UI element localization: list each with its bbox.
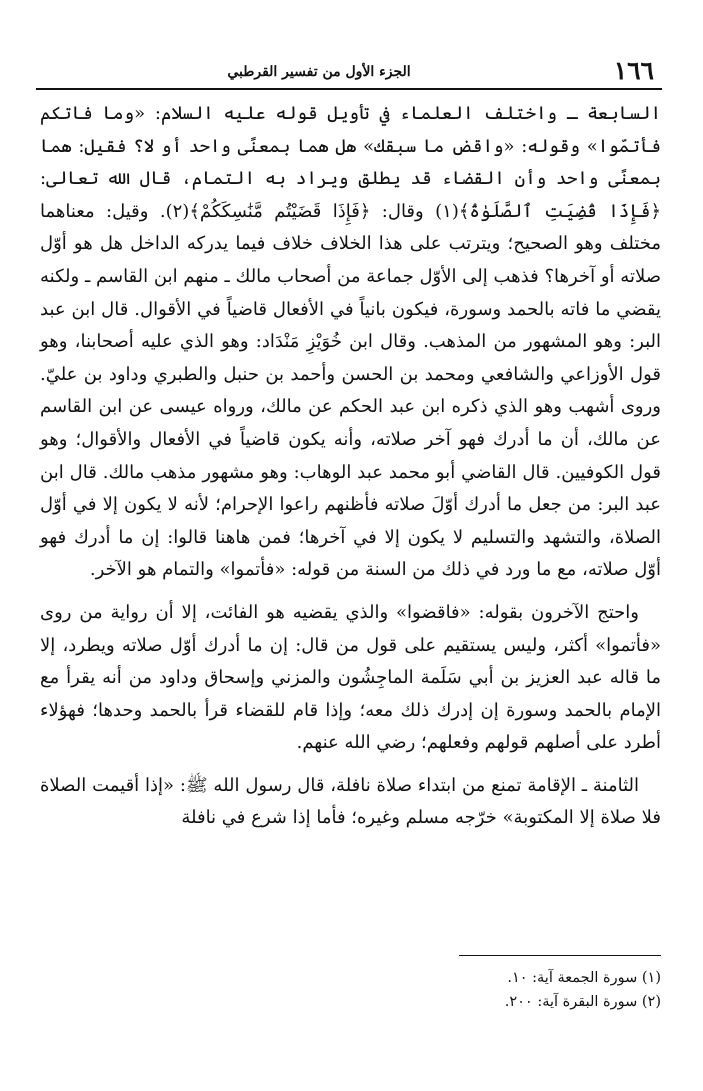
paragraph-eighth: الثامنة ـ الإقامة تمنع من ابتداء صلاة نافلة، قال رسول الله ﷺ: «إذا أقيمت الصلاة فلا صلاة إلا المكتوبة» خرّجه مسلم وغيره؛ فأما إذا شرع في نافلة: [40, 774, 661, 829]
paragraph-seventh: السابعة ـ واختلف العلماء في تأويل قوله عليه السلام: «وما فاتكم فأتمّوا» وقوله: «واقض ما سبقك» هل هما بمعنًى واحد أو لا؟ فقيل: هما بمعنًى واحد وأن القضاء قد يطلق ويراد به التمام، قال الله تعالى: ﴿فَإِذَا قُضِيَتِ ٱلصَّلَوٰةُ﴾(١) وقال: ﴿فَإِذَا قَضَيْتُم مَّنَٰسِكَكُمْ﴾(٢). وقيل: معناهما مختلف وهو الصحيح؛ ويترتب على هذا الخلاف خلاف فيما يدركه الداخل هل هو أوّل صلاته أو آخرها؟ فذهب إلى الأوّل جماعة من أصحاب مالك ـ منهم ابن القاسم ـ ولكنه يقضي ما فاته بالحمد وسورة، فيكون بانياً في الأفعال قاضياً في الأقوال. قال ابن عبد البر: وهو المشهور من المذهب. وقال ابن خُوَيْزِ مَنْدَاد: وهو الذي عليه أصحابنا، وهو قول الأوزاعي والشافعي ومحمد بن الحسن وأحمد بن حنبل والطبري وداود بن عليّ. وروى أشهب وهو الذي ذكره ابن عبد الحكم عن مالك، ورواه عيسى عن ابن القاسم عن مالك، أن ما أدرك فهو آخر صلاته، وأنه يكون قاضياً في الأفعال والأقوال؛ وهو قول الكوفيين. قال القاضي أبو محمد عبد الوهاب: وهو مشهور مذهب مالك. قال ابن عبد البر: من جعل ما أدرك أوّلَ صلاته فأظنهم راعوا الإحرام؛ لأنه لا يكون إلا في أوّل الصلاة، والتشهد والتسليم لا يكون إلا في آخرها؛ فمن هاهنا قالوا: إن ما أدرك فهو أوّل صلاته، مع ما ورد في ذلك من السنة من قوله: «فأتموا» والتمام هو الآخر.: [40, 103, 661, 581]
footnote-rule: [459, 955, 661, 956]
footnote-2: (٢) سورة البقرة آية: ٢٠٠.: [504, 994, 661, 1010]
page-number: ١٦٦: [613, 56, 654, 85]
paragraph-others-argued: واحتج الآخرون بقوله: «فاقضوا» والذي يقضيه هو الفائت، إلا أن رواية من روى «فأتموا» أكثر، وليس يستقيم على قول من قال: إن ما أدرك أوّل صلاته ويطرد، إلا ما قاله عبد العزيز بن أبي سَلَمة الماجِشُون والمزني وإسحاق وداود من أنه يقرأ مع الإمام بالحمد وسورة إن إدرك ذلك معه؛ وإذا قام للقضاء قرأ بالحمد وحدها؛ فهؤلاء أطرد على أصلهم قولهم وفعلهم؛ رضي الله عنهم.: [40, 601, 661, 754]
running-title: الجزء الأول من تفسير القرطبي: [227, 64, 411, 80]
footnotes: [261, 966, 661, 1014]
page-header: [36, 52, 662, 88]
footnote-1: (١) سورة الجمعة آية: ١٠.: [507, 970, 661, 986]
main-text: [40, 98, 661, 835]
header-rule: [36, 88, 662, 90]
